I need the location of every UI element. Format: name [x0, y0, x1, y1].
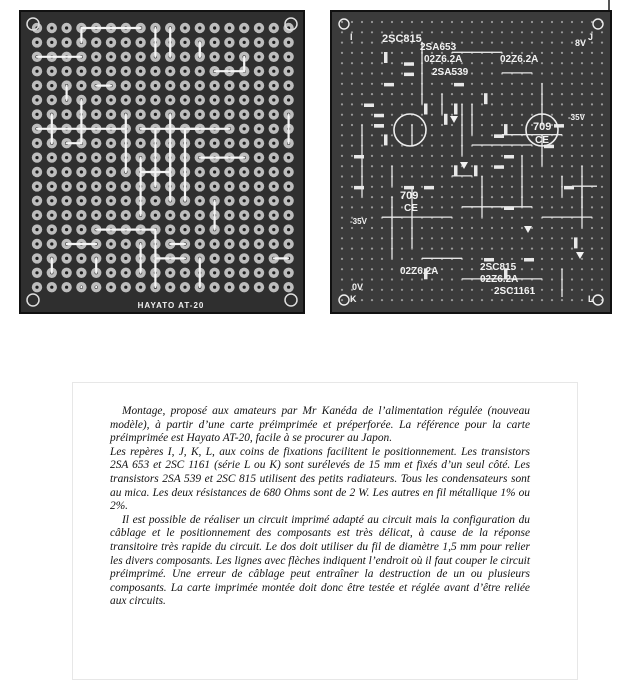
- label-709-right: 709: [533, 121, 552, 133]
- label-zener-3: 02Z6.2A: [400, 266, 439, 277]
- corner-label-j: J: [588, 32, 594, 42]
- label-terminal-minus35v-1: -35V: [568, 113, 585, 122]
- label-ce-left: CE: [404, 203, 418, 214]
- label-terminal-8v: 8V: [575, 38, 587, 48]
- figure-caption: [110, 405, 530, 609]
- label-709-left: 709: [400, 190, 419, 202]
- label-2sa539: 2SA539: [432, 67, 469, 78]
- label-2sc1161: 2SC1161: [494, 286, 536, 297]
- board-model-label: HAYATO AT-20: [137, 301, 205, 310]
- caption-paragraph: Il est possible de réaliser un circuit imprimé adapté au circuit mais la configuration du câblage et le positionnement des composants est très délicat, à cause de la réponse transitoire très rapide du circuit. Le dos doit utiliser du fil de diamètre 1,5 mm pour relier les divers composants. Les lignes avec flèches indiquent l’endroit où il faut couper le circuit préimprimé. Une erreur de câblage peut entraîner la destruction de un ou plusieurs composants. La carte imprimée montée doit donc être testée et réglée avant d’être reliée aux circuits.: [110, 513, 530, 608]
- corner-label-k: K: [350, 294, 357, 304]
- label-zener-4: 02Z6.2A: [480, 274, 519, 285]
- pcb-copper-side-photo: [19, 10, 305, 314]
- label-terminal-minus35v-2: -35V: [350, 217, 367, 226]
- corner-label-l: L: [588, 294, 594, 304]
- label-ce-right: CE: [535, 135, 549, 146]
- pcb-component-side-image: [332, 12, 610, 312]
- label-2sa653: 2SA653: [420, 42, 457, 53]
- label-2sc815-bottom: 2SC815: [480, 262, 517, 273]
- label-terminal-0v: 0V: [352, 282, 364, 292]
- corner-label-i: I: [350, 32, 353, 42]
- pcb-component-side-photo: [330, 10, 612, 314]
- label-zener-1: 02Z6.2A: [424, 54, 463, 65]
- label-2sc815-top: 2SC815: [382, 33, 422, 45]
- label-zener-2: 02Z6.2A: [500, 54, 539, 65]
- caption-paragraph: Montage, proposé aux amateurs par Mr Kanéda de l’alimentation régulée (nouveau modèle), à partir d’une carte préimprimée et préperforée. La référence pour la carte préimprimée est Hayato AT-20, facile à se procurer au Japon.: [110, 405, 530, 445]
- caption-paragraph: Les repères I, J, K, L, aux coins de fixations facilitent le positionnement. Les transistors 2SA 653 et 2SC 1161 (série L ou K) sont surélevés de 15 mm et fixés d’un seul côté. Les transistors 2SA 539 et 2SC 815 utilisent des petits radiateurs. Tous les condensateurs sont au mica. Les deux résistances de 680 Ohms sont de 2 W. Les autres en fil métallique 1% ou 2%.: [110, 445, 530, 513]
- pcb-copper-side-image: [21, 12, 303, 312]
